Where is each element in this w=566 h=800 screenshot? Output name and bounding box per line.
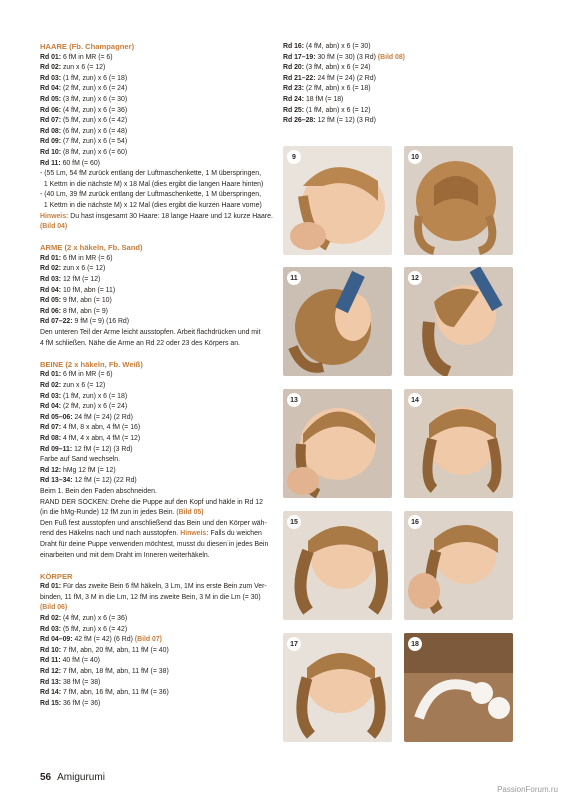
section-title-beine: BEINE (2 x häkeln, Fb. Weiß) xyxy=(40,359,143,369)
round-row: Rd 05: (3 fM, zun) x 6 (= 30) xyxy=(40,95,128,103)
round-row: Rd 07: 4 fM, 8 x abn, 4 fM (= 16) xyxy=(40,424,141,432)
round-row: Rd 09–11: 12 fM (= 12) (3 Rd) xyxy=(40,445,133,453)
doll-head-photo xyxy=(404,389,513,498)
right-column-text xyxy=(283,42,523,127)
haare-rows xyxy=(40,53,278,170)
round-row: Rd 03: (1 fM, zun) x 6 (= 18) xyxy=(40,74,128,82)
round-row: Rd 07: (5 fM, zun) x 6 (= 42) xyxy=(40,117,128,125)
page-footer xyxy=(40,772,105,783)
round-row: Rd 03: 12 fM (= 12) xyxy=(40,276,101,284)
doll-head-photo xyxy=(283,146,392,255)
beine-switch: Farbe auf Sand wechseln. xyxy=(40,456,121,464)
round-row: Rd 01: 6 fM in MR (= 6) xyxy=(40,371,113,379)
crochet-leg-photo xyxy=(404,633,513,742)
haare-bild: (Bild 04) xyxy=(40,223,68,231)
doll-head-photo xyxy=(404,146,513,255)
round-row: Rd 13–34: 12 fM (= 12) (22 Rd) xyxy=(40,477,137,485)
round-row: Rd 12: 7 fM, abn, 18 fM, abn, 11 fM (= 38) xyxy=(40,668,169,676)
haare-hint: Hinweis: Du hast insgesamt 30 Haare: 18 lange Haare und 12 kurze Haare. xyxy=(40,212,273,220)
round-row: Rd 14: 7 fM, abn, 16 fM, abn, 11 fM (= 36) xyxy=(40,689,169,697)
photo-step-15 xyxy=(283,511,392,620)
round-row: Rd 08: 4 fM, 4 x abn, 4 fM (= 12) xyxy=(40,434,141,442)
round-row: Rd 20: (3 fM, abn) x 6 (= 24) xyxy=(283,64,371,72)
round-row: Rd 11: 40 fM (= 40) xyxy=(40,657,100,665)
photo-step-18 xyxy=(404,633,513,742)
instruction-line: Den unteren Teil der Arme leicht ausstopfen. Arbeit flachdrücken und mit xyxy=(40,329,261,337)
round-row: Rd 02: (4 fM, zun) x 6 (= 36) xyxy=(40,615,128,623)
photo-number-badge: 14 xyxy=(408,393,422,407)
photo-number-badge: 18 xyxy=(408,637,422,651)
round-row: Rd 17–19: 30 fM (= 30) (3 Rd) (Bild 08) xyxy=(283,53,405,61)
instruction-line: - (55 Lm, 54 fM zurück entlang der Luftmaschenkette, 1 M überspringen, xyxy=(40,170,261,178)
round-row: Rd 05–06: 24 fM (= 24) (2 Rd) xyxy=(40,413,133,421)
photo-step-12 xyxy=(404,267,513,376)
round-row: Rd 09: (7 fM, zun) x 6 (= 54) xyxy=(40,138,128,146)
round-row: Rd 04: 10 fM, abn (= 11) xyxy=(40,286,116,294)
watermark: PassionForum.ru xyxy=(497,785,558,794)
arme-rows xyxy=(40,254,278,328)
doll-head-photo xyxy=(283,633,392,742)
section-title-haare: HAARE (Fb. Champagner) xyxy=(40,42,135,51)
round-row: Rd 01: 6 fM in MR (= 6) xyxy=(40,53,113,61)
haare-notes xyxy=(40,169,278,211)
round-row: Rd 23: (2 fM, abn) x 6 (= 18) xyxy=(283,85,371,93)
beine-rows2 xyxy=(40,466,278,487)
round-row: Rd 25: (1 fM, abn) x 6 (= 12) xyxy=(283,106,371,114)
photo-number-badge: 15 xyxy=(287,515,301,529)
photo-step-11 xyxy=(283,267,392,376)
photo-number-badge: 10 xyxy=(408,150,422,164)
koerper-rd01-b: binden, 11 fM, 3 M in die Lm, 12 fM ins zweite Bein, 3 M in die Lm (= 30) xyxy=(40,593,261,601)
round-row: Rd 04–09: 42 fM (= 42) (6 Rd) (Bild 07) xyxy=(40,636,162,644)
round-row: Rd 04: (2 fM, zun) x 6 (= 24) xyxy=(40,403,128,411)
doll-head-photo xyxy=(283,389,392,498)
round-row: Rd 10: (8 fM, zun) x 6 (= 60) xyxy=(40,148,128,156)
photo-number-badge: 11 xyxy=(287,271,301,285)
photo-step-14 xyxy=(404,389,513,498)
photo-step-10 xyxy=(404,146,513,255)
round-row: Rd 08: (6 fM, zun) x 6 (= 48) xyxy=(40,127,128,135)
beine-text2a: RAND DER SOCKEN: Drehe die Puppe auf den Kopf und häkle in Rd 12 xyxy=(40,498,263,506)
beine-text2b: (in die hMg-Runde) 12 fM zun in jedes Bein. (Bild 05) xyxy=(40,509,204,517)
photo-number-badge: 17 xyxy=(287,637,301,651)
round-row: Rd 07–22: 9 fM (= 9) (16 Rd) xyxy=(40,318,130,326)
round-row: Rd 01: 6 fM in MR (= 6) xyxy=(40,254,113,262)
doll-head-photo xyxy=(404,511,513,620)
round-row: Rd 11: 60 fM (= 60) xyxy=(40,159,100,167)
round-row: Rd 06: 8 fM, abn (= 9) xyxy=(40,307,108,315)
beine-text3b: rend des Häkelns nach und nach ausstopfen. Hinweis: Falls du weichen xyxy=(40,530,262,538)
round-row: Rd 26–28: 12 fM (= 12) (3 Rd) xyxy=(283,117,376,125)
instruction-line: 4 fM schließen. Nähe die Arme an Rd 22 oder 23 des Körpers an. xyxy=(40,339,240,347)
koerper-rd01-a: Rd 01: Für das zweite Bein 6 fM häkeln, 3 Lm, 1M ins erste Bein zum Ver- xyxy=(40,583,267,591)
photo-number-badge: 12 xyxy=(408,271,422,285)
instruction-line: 1 Kettm in die nächste M) x 18 Mal (dies ergibt die langen Haare hinten) xyxy=(40,180,264,188)
round-row: Rd 06: (4 fM, zun) x 6 (= 36) xyxy=(40,106,128,114)
instruction-line: 1 Kettm in die nächste M) x 12 Mal (dies ergibt die kurzen Haare vorne) xyxy=(40,201,262,209)
round-row: Rd 15: 36 fM (= 36) xyxy=(40,699,101,707)
round-row: Rd 02: zun x 6 (= 12) xyxy=(40,64,106,72)
section-title-arme: ARME (2 x häkeln, Fb. Sand) xyxy=(40,243,143,253)
beine-text1: Beim 1. Bein den Faden abschneiden. xyxy=(40,487,157,495)
round-row: Rd 02: zun x 6 (= 12) xyxy=(40,265,106,273)
photo-number-badge: 9 xyxy=(287,150,301,164)
section-title-koerper: KÖRPER xyxy=(40,571,73,581)
round-row: Rd 03: (5 fM, zun) x 6 (= 42) xyxy=(40,625,128,633)
round-row: Rd 10: 7 fM, abn, 20 fM, abn, 11 fM (= 40) xyxy=(40,646,169,654)
doll-head-photo xyxy=(283,511,392,620)
round-row: Rd 02: zun x 6 (= 12) xyxy=(40,382,106,389)
round-row: Rd 05: 9 fM, abn (= 10) xyxy=(40,297,112,305)
photo-step-9 xyxy=(283,146,392,255)
round-row: Rd 12: hMg 12 fM (= 12) xyxy=(40,466,116,474)
round-row: Rd 13: 38 fM (= 38) xyxy=(40,678,101,686)
magazine-name: Amigurumi xyxy=(57,772,105,783)
doll-head-photo xyxy=(404,267,513,376)
round-row: Rd 04: (2 fM, zun) x 6 (= 24) xyxy=(40,85,128,93)
round-row: Rd 21–22: 24 fM (= 24) (2 Rd) xyxy=(283,74,376,82)
koerper-rd01-bild: (Bild 06) xyxy=(40,604,68,612)
round-row: Rd 24: 18 fM (= 18) xyxy=(283,95,344,103)
arme-text xyxy=(40,328,278,349)
round-row: Rd 16: (4 fM, abn) x 6 (= 30) xyxy=(283,43,371,50)
beine-rows xyxy=(40,370,278,455)
doll-head-photo xyxy=(283,267,392,376)
beine-text3d: Draht für deine Puppe verwenden möchtest, musst du diesen in jedes Bein xyxy=(40,540,269,548)
photo-number-badge: 13 xyxy=(287,393,301,407)
page-number: 56 xyxy=(40,772,52,783)
round-row: Rd 03: (1 fM, zun) x 6 (= 18) xyxy=(40,392,128,400)
koerper-rows xyxy=(40,614,278,709)
beine-text3e: einarbeiten und mit dem Draht im Inneren weiterhäkeln. xyxy=(40,551,210,559)
photo-step-13 xyxy=(283,389,392,498)
left-column xyxy=(40,42,278,709)
beine-text3a: Den Fuß fest ausstopfen und anschließend das Bein und den Körper wäh- xyxy=(40,519,267,527)
photo-step-16 xyxy=(404,511,513,620)
photo-step-17 xyxy=(283,633,392,742)
photo-number-badge: 16 xyxy=(408,515,422,529)
instruction-line: - (40 Lm, 39 fM zurück entlang der Luftmaschenkette, 1 M überspringen, xyxy=(40,191,261,199)
